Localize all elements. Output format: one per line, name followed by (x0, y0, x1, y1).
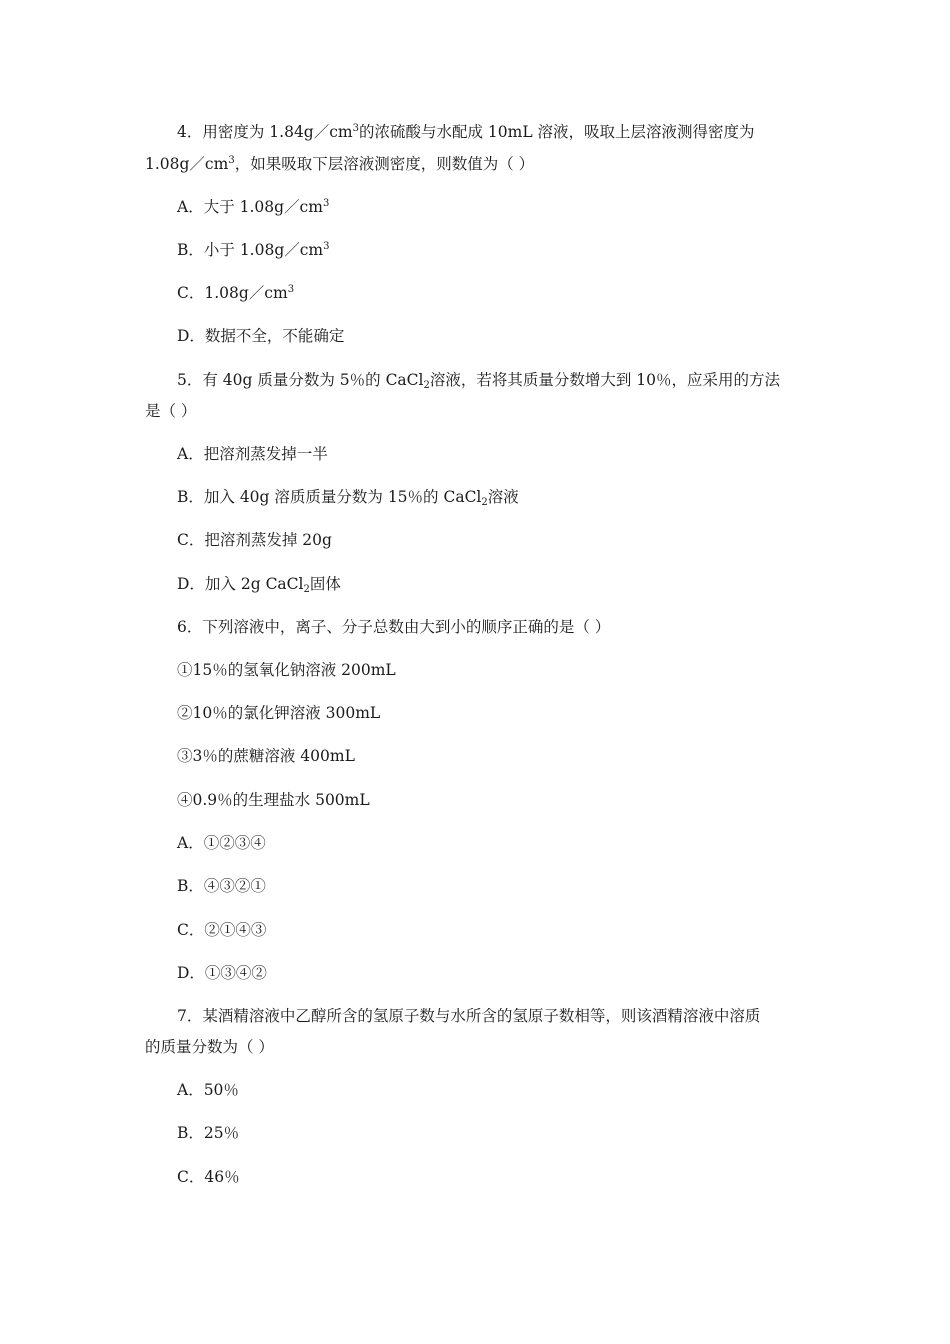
option-text: B．加入 40g 溶质质量分数为 15％的 CaCl (177, 488, 482, 506)
superscript: 3 (228, 155, 235, 166)
question-6-item-3 (177, 746, 355, 766)
item-text: ②10％的氯化钾溶液 300mL (177, 704, 381, 722)
option-text: D．加入 2g CaCl (177, 575, 304, 593)
question-7-stem-line-2 (145, 1037, 274, 1057)
question-7-stem-line-1 (177, 1006, 760, 1026)
stem-text: 7．某酒精溶液中乙醇所含的氢原子数与水所含的氢原子数相等，则该酒精溶液中溶质 (177, 1007, 761, 1025)
question-6-stem (177, 617, 610, 637)
option-text: A．大于 1.08g／cm (177, 198, 323, 216)
stem-text: ，如果吸取下层溶液测密度，则数值为（ ） (234, 155, 535, 173)
subscript: 2 (481, 497, 488, 508)
question-6-item-1 (177, 660, 396, 680)
option-text: A．把溶剂蒸发掉一半 (177, 445, 328, 463)
question-7-option-a (177, 1080, 239, 1100)
option-text: C．46％ (177, 1168, 240, 1186)
option-text: D．①③④② (177, 964, 267, 982)
question-4-stem-line-2 (145, 154, 534, 174)
question-4-stem-line-1 (177, 122, 755, 142)
question-4-option-c (177, 283, 294, 303)
item-text: ③3％的蔗糖溶液 400mL (177, 747, 355, 765)
option-text: A．①②③④ (177, 834, 266, 852)
superscript: 3 (287, 284, 295, 295)
stem-text: 溶液，若将其质量分数增大到 10％，应采用的方法 (429, 371, 781, 389)
item-text: ④0.9％的生理盐水 500mL (177, 791, 370, 809)
question-5-stem-line-1 (177, 370, 780, 390)
subscript: 2 (303, 584, 310, 595)
question-5-stem-line-2 (145, 401, 196, 421)
stem-text: 1.08g／cm (145, 155, 229, 173)
option-text: C．1.08g／cm (177, 284, 288, 302)
option-text: 固体 (309, 575, 341, 593)
question-6-option-b (177, 876, 266, 896)
question-4-option-a (177, 197, 329, 217)
superscript: 3 (322, 198, 330, 209)
option-text: C．把溶剂蒸发掉 20g (177, 531, 332, 549)
subscript: 2 (423, 380, 430, 391)
stem-text: 的质量分数为（ ） (145, 1038, 274, 1056)
question-4-option-d (177, 326, 344, 346)
question-5-option-d (177, 574, 341, 594)
question-5-option-a (177, 444, 328, 464)
option-text: D．数据不全，不能确定 (177, 327, 345, 345)
option-text: B．25％ (177, 1124, 240, 1142)
stem-text: 4．用密度为 1.84g／cm (177, 123, 353, 141)
question-6-option-d (177, 963, 267, 983)
option-text: C．②①④③ (177, 921, 267, 939)
option-text: 溶液 (487, 488, 519, 506)
question-4-option-b (177, 240, 330, 260)
question-6-item-2 (177, 703, 380, 723)
stem-text: 5．有 40g 质量分数为 5％的 CaCl (177, 371, 424, 389)
question-5-option-b (177, 487, 519, 507)
option-text: B．④③②① (177, 877, 266, 895)
option-text: A．50％ (177, 1081, 239, 1099)
question-5-option-c (177, 530, 332, 550)
question-6-option-a (177, 833, 266, 853)
question-7-option-b (177, 1123, 239, 1143)
question-7-option-c (177, 1167, 240, 1187)
stem-text: 的浓硫酸与水配成 10mL 溶液，吸取上层溶液测得密度为 (358, 123, 755, 141)
superscript: 3 (323, 241, 330, 252)
superscript: 3 (352, 123, 359, 134)
item-text: ①15％的氢氧化钠溶液 200mL (177, 661, 396, 679)
question-6-option-c (177, 920, 266, 940)
stem-text: 是（ ） (145, 402, 197, 420)
question-6-item-4 (177, 790, 370, 810)
stem-text: 6．下列溶液中，离子、分子总数由大到小的顺序正确的是（ ） (177, 618, 611, 636)
option-text: B．小于 1.08g／cm (177, 241, 324, 259)
